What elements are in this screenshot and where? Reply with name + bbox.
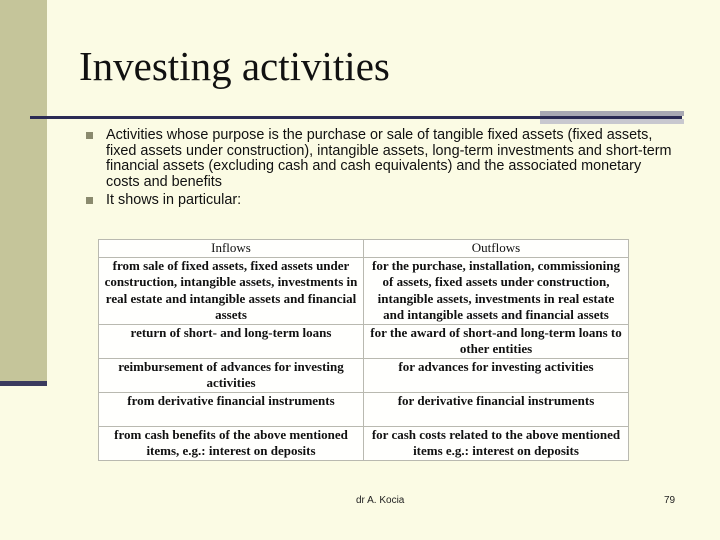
outflow-cell: for cash costs related to the above mentioned items e.g.: interest on deposits	[364, 426, 629, 460]
outflow-cell: for advances for investing activities	[364, 358, 629, 392]
cash-flow-table	[98, 239, 629, 461]
outflows-header: Outflows	[364, 240, 629, 258]
bullet-item	[86, 128, 676, 190]
left-decorative-band	[0, 0, 47, 384]
table-row	[99, 426, 629, 460]
inflows-header: Inflows	[99, 240, 364, 258]
page-number: 79	[664, 495, 676, 506]
square-bullet-icon	[86, 197, 93, 204]
outflow-cell: for derivative financial instruments	[364, 392, 629, 426]
table-row	[99, 257, 629, 324]
title-rule	[30, 116, 682, 119]
left-band-accent	[0, 381, 47, 386]
square-bullet-icon	[86, 132, 93, 139]
inflow-cell: from sale of fixed assets, fixed assets under construction, intangible assets, investments in real estate and intangible assets and financial assets	[99, 257, 364, 324]
bullet-text: Activities whose purpose is the purchase or sale of tangible fixed assets (fixed assets, fixed assets under construction), intangible assets, long-term investments and short-term financial assets (excluding cash and cash equivalents) and the associated monetary costs and benefits	[106, 127, 672, 190]
table-header-row	[99, 240, 629, 258]
bullet-text: It shows in particular:	[106, 192, 242, 209]
outflow-cell: for the award of short-and long-term loans to other entities	[364, 324, 629, 358]
bullet-item	[86, 193, 676, 209]
table-row	[99, 324, 629, 358]
inflow-cell: reimbursement of advances for investing activities	[99, 358, 364, 392]
bullet-list	[86, 128, 676, 212]
table-row	[99, 358, 629, 392]
inflow-cell: from derivative financial instruments	[99, 392, 364, 426]
inflow-cell: from cash benefits of the above mentioned items, e.g.: interest on deposits	[99, 426, 364, 460]
inflow-cell: return of short- and long-term loans	[99, 324, 364, 358]
footer-author: dr A. Kocia	[356, 495, 405, 506]
outflow-cell: for the purchase, installation, commissioning of assets, fixed assets under construction, intangible assets, investments in real estate and intangible assets and financial assets	[364, 257, 629, 324]
slide-title: Investing activities	[79, 43, 390, 89]
title-rule-accent-lower	[540, 119, 684, 124]
table-row	[99, 392, 629, 426]
